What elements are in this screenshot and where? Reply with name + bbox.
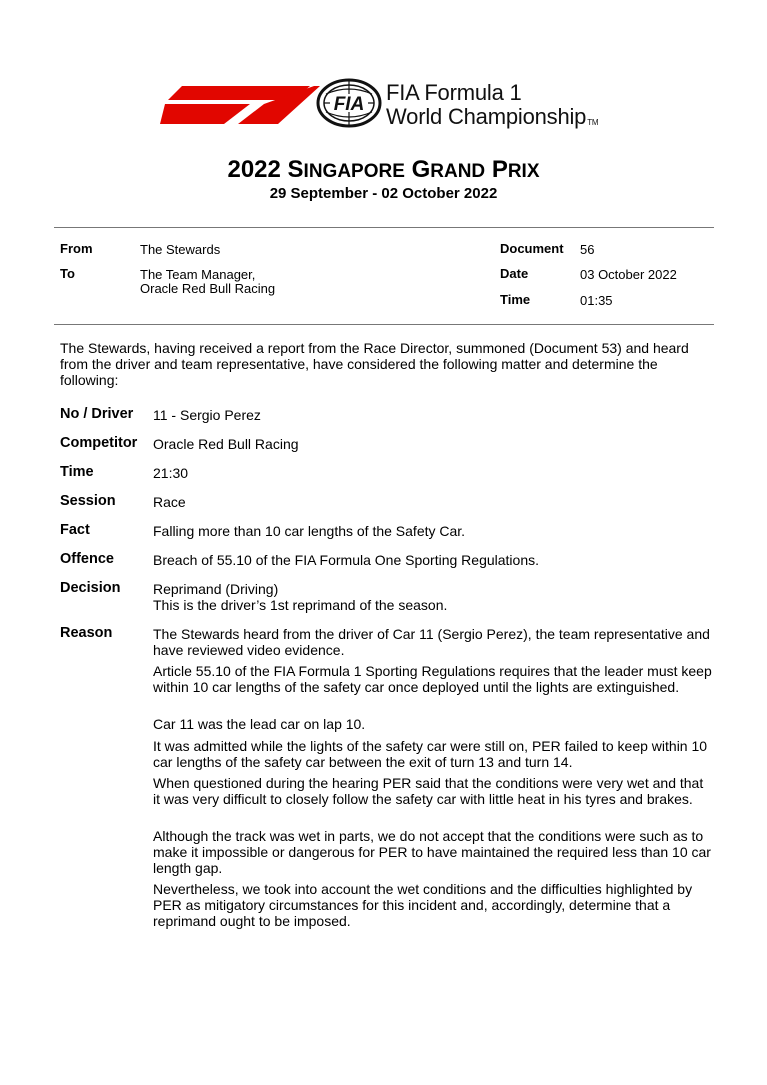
document-label: Document <box>500 241 564 256</box>
fia-seal-text: FIA <box>333 94 365 115</box>
f1-logo-icon <box>160 82 320 128</box>
time-value: 01:35 <box>580 293 613 308</box>
fact-label: Fact <box>60 522 90 538</box>
competitor-label: Competitor <box>60 435 138 451</box>
reason-p4: It was admitted while the lights of the safety car were still on, PER failed to keep within 10 car lengths of the safety car between the exit of turn 13 and turn 14. <box>153 738 708 770</box>
to-label: To <box>60 266 75 281</box>
competitor-value: Oracle Red Bull Racing <box>153 436 299 452</box>
divider-bottom <box>54 324 714 325</box>
fact-value: Falling more than 10 car lengths of the Safety Car. <box>153 523 466 539</box>
reason-p6: Although the track was wet in parts, we do not accept that the conditions were such as to make it impossible or dangerous for PER to have maintained the required less than 10 car length gap. <box>153 828 711 876</box>
reason-p3: Car 11 was the lead car on lap 10. <box>153 716 366 732</box>
brand-line-1: FIA Formula 1 <box>386 80 522 105</box>
reason-label: Reason <box>60 625 113 641</box>
time-row-label: Time <box>60 464 94 480</box>
brand-line-2: World Championship <box>386 104 587 129</box>
time-row-value: 21:30 <box>153 465 189 481</box>
reason-p2: Article 55.10 of the FIA Formula 1 Sporting Regulations requires that the leader must keep within 10 car lengths of the safety car once deployed until the lights are extinguished. <box>153 663 712 695</box>
reason-p5: When questioned during the hearing PER said that the conditions were very wet and that it was very difficult to closely follow the safety car with little heat in his tyres and brakes. <box>153 775 704 807</box>
session-value: Race <box>153 494 186 510</box>
fia-seal-icon <box>316 78 382 128</box>
reason-p1: The Stewards heard from the driver of Car 11 (Sergio Perez), the team representative and have reviewed video evidence. <box>153 626 710 658</box>
date-value: 03 October 2022 <box>580 267 677 282</box>
time-label: Time <box>500 292 531 307</box>
decision-value: Reprimand (Driving) This is the driver’s 1st reprimand of the season. <box>153 581 448 613</box>
event-dates: 29 September - 02 October 2022 <box>269 185 498 202</box>
offence-label: Offence <box>60 551 114 567</box>
to-value: The Team Manager, Oracle Red Bull Racing <box>140 267 276 296</box>
driver-value: 11 - Sergio Perez <box>153 407 261 423</box>
header-logo <box>160 78 620 132</box>
divider-top <box>54 227 714 228</box>
date-label: Date <box>500 266 529 281</box>
from-label: From <box>60 241 93 256</box>
session-label: Session <box>60 493 116 509</box>
intro-paragraph: The Stewards, having received a report from the Race Director, summoned (Document 53) and heard from the driver and team representative, have considered the following matter and determine the following: <box>60 340 689 388</box>
document-value: 56 <box>580 242 595 257</box>
driver-label: No / Driver <box>60 406 134 422</box>
decision-label: Decision <box>60 580 121 596</box>
from-value: The Stewards <box>140 242 221 257</box>
reason-p7: Nevertheless, we took into account the wet conditions and the difficulties highlighted by PER as mitigatory circumstances for this incident and, accordingly, determine that a reprimand ought to be imposed. <box>153 881 693 929</box>
brand-tm: TM <box>587 118 599 127</box>
page-title: 2022 SINGAPORE GRAND PRIX <box>227 156 540 183</box>
brand-text <box>386 81 598 135</box>
offence-value: Breach of 55.10 of the FIA Formula One Sporting Regulations. <box>153 552 539 568</box>
